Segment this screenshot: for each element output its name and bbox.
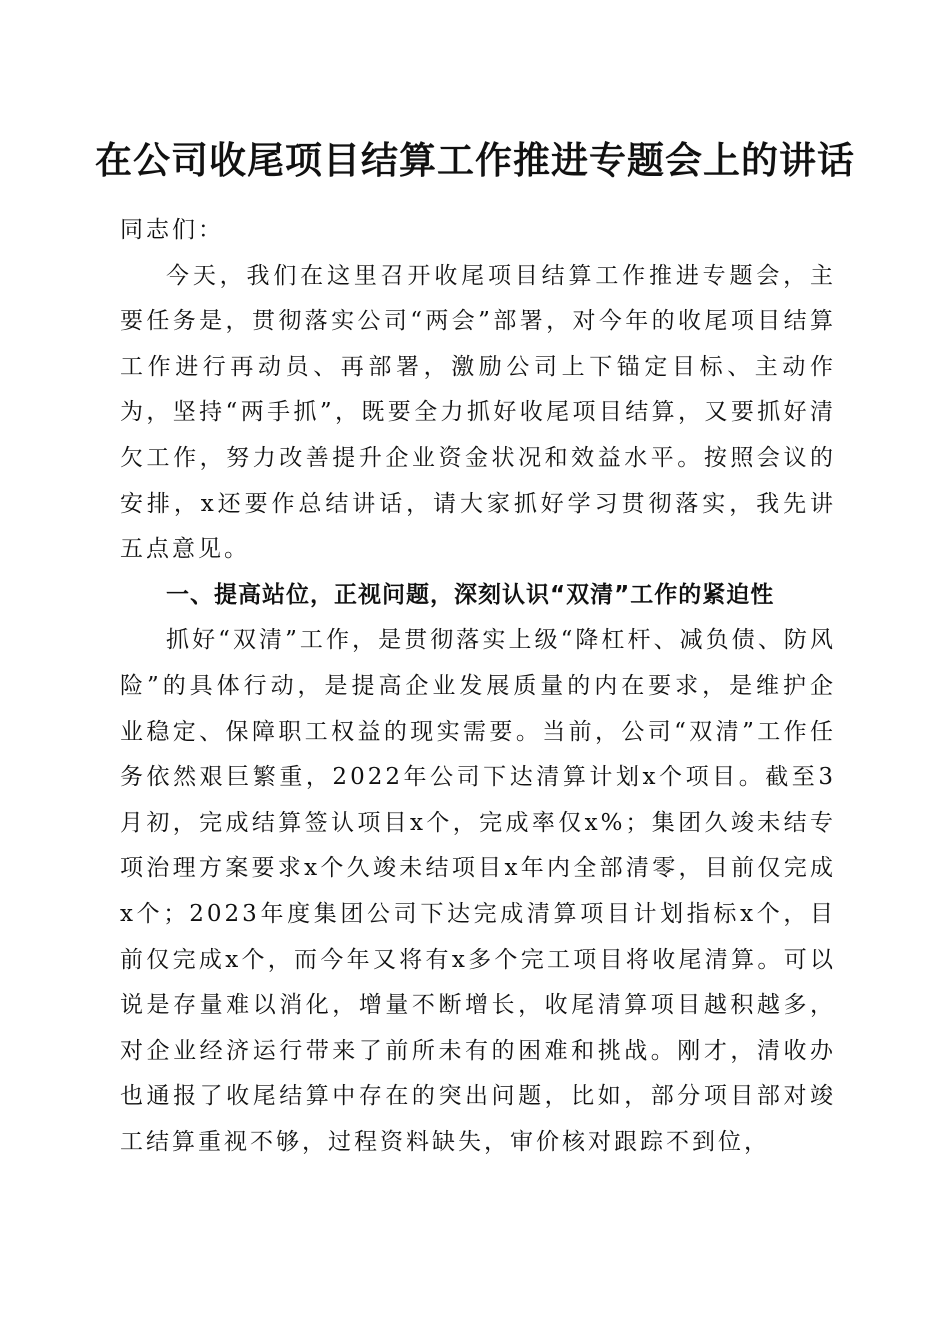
section-1-paragraph: 抓好“双清”工作，是贯彻落实上级“降杠杆、减负债、防风险”的具体行动，是提高企业发展质量的内在要求，是维护企业稳定、保障职工权益的现实需要。当前，公司“双清”工作任务依然艰巨繁重，2022年公司下达清算计划x个项目。截至3月初，完成结算签认项目x个，完成率仅x%；集团久竣未结专项治理方案要求x个久竣未结项目x年内全部清零，目前仅完成x个；2023年度集团公司下达完成清算项目计划指标x个，目前仅完成x个，而今年又将有x多个完工项目将收尾清算。可以说是存量难以消化，增量不断增长，收尾清算项目越积越多，对企业经济运行带来了前所未有的困难和挑战。刚才，清收办也通报了收尾结算中存在的突出问题，比如，部分项目部对竣工结算重视不够，过程资料缺失，审价核对跟踪不到位，: [120, 627, 836, 1155]
document-title: 在公司收尾项目结算工作推进专题会上的讲话: [95, 138, 855, 182]
document-body: [120, 208, 836, 1165]
section-heading-1: 一、提高站位，正视问题，深刻认识“双清”工作的紧迫性: [166, 581, 775, 608]
opening-paragraph: 今天，我们在这里召开收尾项目结算工作推进专题会，主要任务是，贯彻落实公司“两会”部署，对今年的收尾项目结算工作进行再动员、再部署，激励公司上下锚定目标、主动作为，坚持“两手抓”，既要全力抓好收尾项目结算，又要抓好清欠工作，努力改善提升企业资金状况和效益水平。按照会议的安排，x还要作总结讲话，请大家抓好学习贯彻落实，我先讲五点意见。: [120, 262, 836, 563]
salutation: 同志们：: [120, 217, 224, 243]
